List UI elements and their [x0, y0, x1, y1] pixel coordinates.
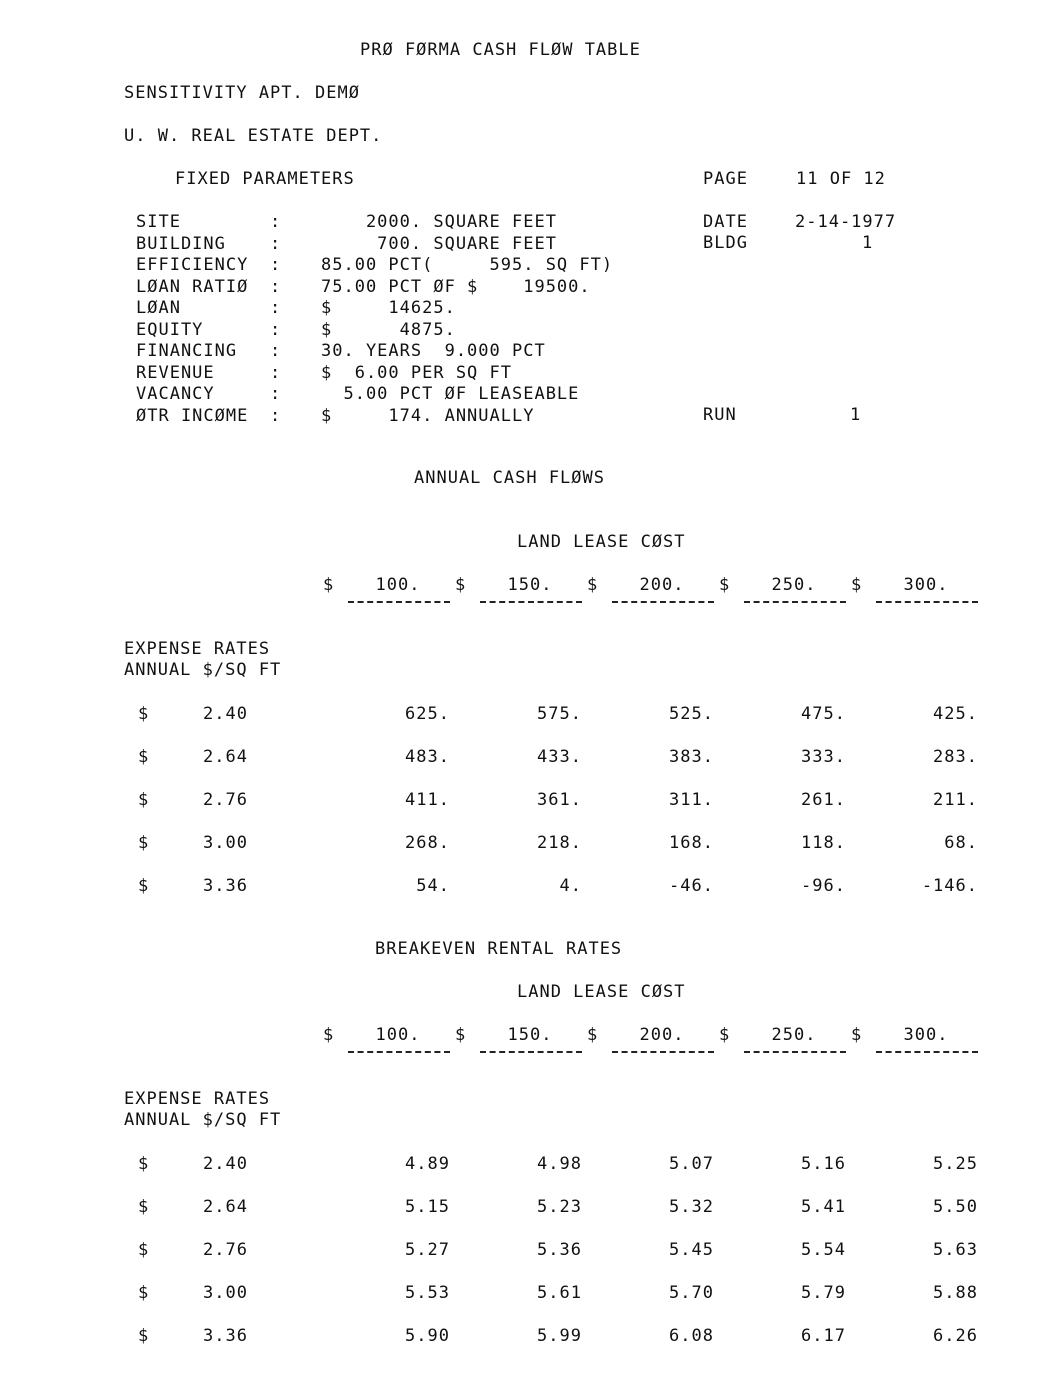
column-underline [744, 1051, 846, 1053]
column-dollar-sign: $ [455, 575, 467, 595]
column-dollar-sign: $ [587, 1025, 599, 1045]
parameter-label: REVENUE [136, 363, 215, 383]
land-lease-cost-heading: LAND LEASE CØST [517, 982, 686, 1002]
parameter-label: ØTR INCØME [136, 406, 249, 426]
parameter-colon: : [270, 406, 282, 426]
column-underline [612, 601, 714, 603]
table-cell: 4.89 [405, 1154, 450, 1174]
row-dollar-sign: $ [138, 1197, 150, 1217]
row-dollar-sign: $ [138, 1154, 150, 1174]
date-value: 2-14-1977 [795, 212, 897, 232]
table-cell: 5.61 [537, 1283, 582, 1303]
table-cell: 625. [405, 704, 450, 724]
column-underline [348, 1051, 450, 1053]
parameter-label: EFFICIENCY [136, 255, 249, 275]
column-header: 250. [771, 575, 817, 595]
expense-rate: 3.00 [203, 833, 248, 853]
column-header: 200. [639, 575, 685, 595]
table-cell: 5.63 [933, 1240, 978, 1260]
parameter-label: LØAN [136, 298, 181, 318]
table-cell: 5.25 [933, 1154, 978, 1174]
row-dollar-sign: $ [138, 1240, 150, 1260]
table-cell: 5.32 [669, 1197, 714, 1217]
column-header: 150. [507, 1025, 553, 1045]
row-dollar-sign: $ [138, 790, 150, 810]
table-cell: 68. [944, 833, 978, 853]
column-dollar-sign: $ [719, 1025, 731, 1045]
column-underline [744, 601, 846, 603]
parameter-value: 5.00 PCT ØF LEASEABLE [321, 384, 580, 404]
expense-rate: 2.64 [203, 747, 248, 767]
parameter-value: $ 4875. [321, 320, 456, 340]
column-header: 150. [507, 575, 553, 595]
row-dollar-sign: $ [138, 833, 150, 853]
expense-rate: 2.40 [203, 704, 248, 724]
run-label: RUN [703, 405, 737, 425]
table-cell: 5.36 [537, 1240, 582, 1260]
run-value: 1 [850, 405, 862, 425]
column-underline [480, 1051, 582, 1053]
table-cell: 5.23 [537, 1197, 582, 1217]
bldg-label: BLDG [703, 233, 748, 253]
table-cell: 5.16 [801, 1154, 846, 1174]
row-header-label: EXPENSE RATES [124, 639, 271, 659]
row-header-units: ANNUAL $/SQ FT [124, 660, 282, 680]
parameter-label: FINANCING [136, 341, 238, 361]
page-label: PAGE [703, 169, 748, 189]
table-cell: 211. [933, 790, 978, 810]
parameter-label: SITE [136, 212, 181, 232]
cash-flows-heading: ANNUAL CASH FLØWS [414, 468, 605, 488]
table-cell: 6.08 [669, 1326, 714, 1346]
row-dollar-sign: $ [138, 704, 150, 724]
table-cell: 433. [537, 747, 582, 767]
column-underline [480, 601, 582, 603]
table-cell: 5.07 [669, 1154, 714, 1174]
table-cell: 5.88 [933, 1283, 978, 1303]
column-dollar-sign: $ [323, 575, 335, 595]
expense-rate: 3.36 [203, 876, 248, 896]
table-cell: 218. [537, 833, 582, 853]
table-cell: -96. [801, 876, 846, 896]
expense-rate: 2.76 [203, 790, 248, 810]
parameter-value: 30. YEARS 9.000 PCT [321, 341, 546, 361]
table-cell: 475. [801, 704, 846, 724]
bldg-value: 1 [862, 233, 874, 253]
parameter-label: LØAN RATIØ [136, 277, 249, 297]
column-underline [612, 1051, 714, 1053]
table-cell: 311. [669, 790, 714, 810]
parameter-value: $ 174. ANNUALLY [321, 406, 535, 426]
parameter-colon: : [270, 234, 282, 254]
page-number: 11 OF 12 [796, 169, 886, 189]
table-cell: 5.79 [801, 1283, 846, 1303]
parameter-value: 700. SQUARE FEET [321, 234, 557, 254]
column-header: 200. [639, 1025, 685, 1045]
table-cell: 261. [801, 790, 846, 810]
column-underline [876, 1051, 978, 1053]
row-dollar-sign: $ [138, 1326, 150, 1346]
parameter-value: $ 14625. [321, 298, 456, 318]
table-cell: 361. [537, 790, 582, 810]
table-cell: 5.54 [801, 1240, 846, 1260]
fixed-parameters-heading: FIXED PARAMETERS [175, 169, 355, 189]
parameter-colon: : [270, 341, 282, 361]
parameter-value: 85.00 PCT( 595. SQ FT) [321, 255, 614, 275]
parameter-colon: : [270, 363, 282, 383]
parameter-colon: : [270, 255, 282, 275]
table-cell: 411. [405, 790, 450, 810]
date-label: DATE [703, 212, 748, 232]
parameter-colon: : [270, 320, 282, 340]
land-lease-cost-heading: LAND LEASE CØST [517, 532, 686, 552]
parameter-value: 75.00 PCT ØF $ 19500. [321, 277, 591, 297]
table-cell: 425. [933, 704, 978, 724]
parameter-label: VACANCY [136, 384, 215, 404]
expense-rate: 2.40 [203, 1154, 248, 1174]
parameter-colon: : [270, 384, 282, 404]
table-cell: 4.98 [537, 1154, 582, 1174]
row-dollar-sign: $ [138, 876, 150, 896]
parameter-label: EQUITY [136, 320, 204, 340]
column-dollar-sign: $ [851, 575, 863, 595]
column-header: 250. [771, 1025, 817, 1045]
breakeven-heading: BREAKEVEN RENTAL RATES [375, 939, 623, 959]
table-cell: 5.90 [405, 1326, 450, 1346]
organization-name: U. W. REAL ESTATE DEPT. [124, 126, 383, 146]
parameter-value: $ 6.00 PER SQ FT [321, 363, 512, 383]
table-cell: 5.15 [405, 1197, 450, 1217]
expense-rate: 3.36 [203, 1326, 248, 1346]
parameter-colon: : [270, 212, 282, 232]
parameter-colon: : [270, 277, 282, 297]
table-cell: 5.27 [405, 1240, 450, 1260]
table-cell: 525. [669, 704, 714, 724]
table-cell: 5.53 [405, 1283, 450, 1303]
table-cell: -46. [669, 876, 714, 896]
table-cell: 4. [559, 876, 582, 896]
row-header-label: EXPENSE RATES [124, 1089, 271, 1109]
parameter-label: BUILDING [136, 234, 226, 254]
column-header: 100. [375, 1025, 421, 1045]
table-cell: 5.70 [669, 1283, 714, 1303]
column-header: 100. [375, 575, 421, 595]
column-underline [876, 601, 978, 603]
column-dollar-sign: $ [455, 1025, 467, 1045]
table-cell: 383. [669, 747, 714, 767]
row-header-units: ANNUAL $/SQ FT [124, 1110, 282, 1130]
parameter-colon: : [270, 298, 282, 318]
table-cell: -146. [921, 876, 978, 896]
table-cell: 118. [801, 833, 846, 853]
table-cell: 5.50 [933, 1197, 978, 1217]
table-cell: 6.26 [933, 1326, 978, 1346]
parameter-value: 2000. SQUARE FEET [321, 212, 557, 232]
row-dollar-sign: $ [138, 1283, 150, 1303]
table-cell: 333. [801, 747, 846, 767]
project-name: SENSITIVITY APT. DEMØ [124, 83, 360, 103]
column-header: 300. [903, 1025, 949, 1045]
table-cell: 5.45 [669, 1240, 714, 1260]
table-cell: 575. [537, 704, 582, 724]
expense-rate: 2.76 [203, 1240, 248, 1260]
table-cell: 54. [416, 876, 450, 896]
table-cell: 6.17 [801, 1326, 846, 1346]
table-cell: 168. [669, 833, 714, 853]
column-dollar-sign: $ [851, 1025, 863, 1045]
column-underline [348, 601, 450, 603]
column-dollar-sign: $ [587, 575, 599, 595]
expense-rate: 2.64 [203, 1197, 248, 1217]
table-cell: 5.41 [801, 1197, 846, 1217]
column-dollar-sign: $ [719, 575, 731, 595]
table-cell: 5.99 [537, 1326, 582, 1346]
row-dollar-sign: $ [138, 747, 150, 767]
table-cell: 483. [405, 747, 450, 767]
column-header: 300. [903, 575, 949, 595]
table-cell: 268. [405, 833, 450, 853]
table-cell: 283. [933, 747, 978, 767]
expense-rate: 3.00 [203, 1283, 248, 1303]
page-title: PRØ FØRMA CASH FLØW TABLE [360, 40, 641, 60]
column-dollar-sign: $ [323, 1025, 335, 1045]
